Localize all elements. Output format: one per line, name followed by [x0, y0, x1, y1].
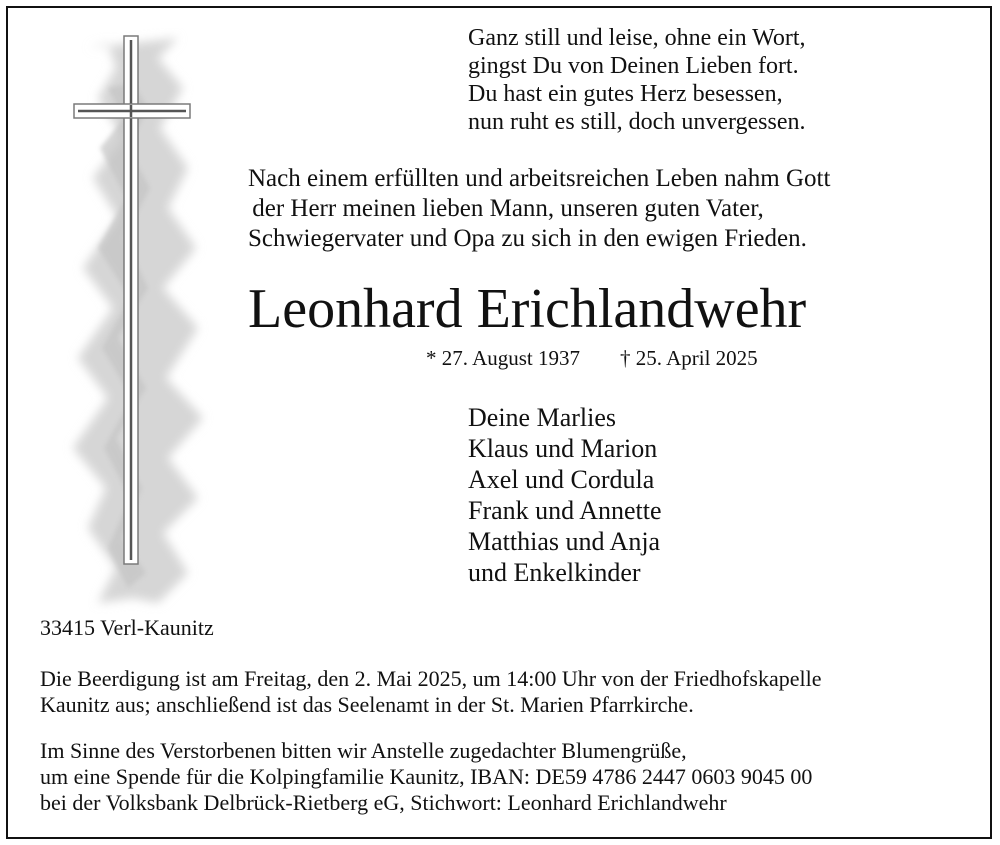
donation-line: Im Sinne des Verstorbenen bitten wir Anstelle zugedachter Blumengrüße,: [40, 738, 687, 763]
obituary-notice: [6, 6, 992, 839]
birth-date: * 27. August 1937: [426, 346, 581, 370]
place: 33415 Verl-Kaunitz: [40, 615, 214, 640]
donation-line: bei der Volksbank Delbrück-Rietberg eG, Stichwort: Leonhard Erichlandwehr: [40, 790, 727, 815]
poem-line: nun ruht es still, doch unvergessen.: [468, 109, 806, 135]
family-member: Axel und Cordula: [468, 465, 655, 494]
intro-line: der Herr meinen lieben Mann, unseren guten Vater,: [252, 195, 764, 222]
family-member: Klaus und Marion: [468, 434, 658, 463]
poem-line: Du hast ein gutes Herz besessen,: [468, 81, 783, 107]
family-member: Matthias und Anja: [468, 527, 661, 556]
family-member: Frank und Annette: [468, 496, 662, 525]
intro-line: Nach einem erfüllten und arbeitsreichen Leben nahm Gott: [248, 165, 831, 192]
donation-info: [40, 738, 812, 816]
family-member: Deine Marlies: [468, 403, 617, 432]
intro-line: Schwiegervater und Opa zu sich in den ewigen Frieden.: [248, 225, 807, 252]
intro-text: [248, 164, 831, 254]
poem-line: gingst Du von Deinen Lieben fort.: [468, 53, 799, 79]
cross-icon: [38, 28, 218, 618]
funeral-line: Kaunitz aus; anschließend ist das Seelenamt in der St. Marien Pfarrkirche.: [40, 692, 694, 717]
poem: [468, 24, 806, 136]
deceased-name: Leonhard Erichlandwehr: [248, 278, 807, 340]
funeral-info: [40, 666, 821, 718]
life-dates: [426, 344, 758, 372]
death-date: † 25. April 2025: [620, 346, 758, 370]
funeral-line: Die Beerdigung ist am Freitag, den 2. Mai 2025, um 14:00 Uhr von der Friedhofskapelle: [40, 666, 822, 691]
donation-line: um eine Spende für die Kolpingfamilie Kaunitz, IBAN: DE59 4786 2447 0603 9045 00: [40, 764, 813, 789]
poem-line: Ganz still und leise, ohne ein Wort,: [468, 25, 806, 51]
family-list: [468, 402, 662, 588]
family-member: und Enkelkinder: [468, 558, 641, 587]
